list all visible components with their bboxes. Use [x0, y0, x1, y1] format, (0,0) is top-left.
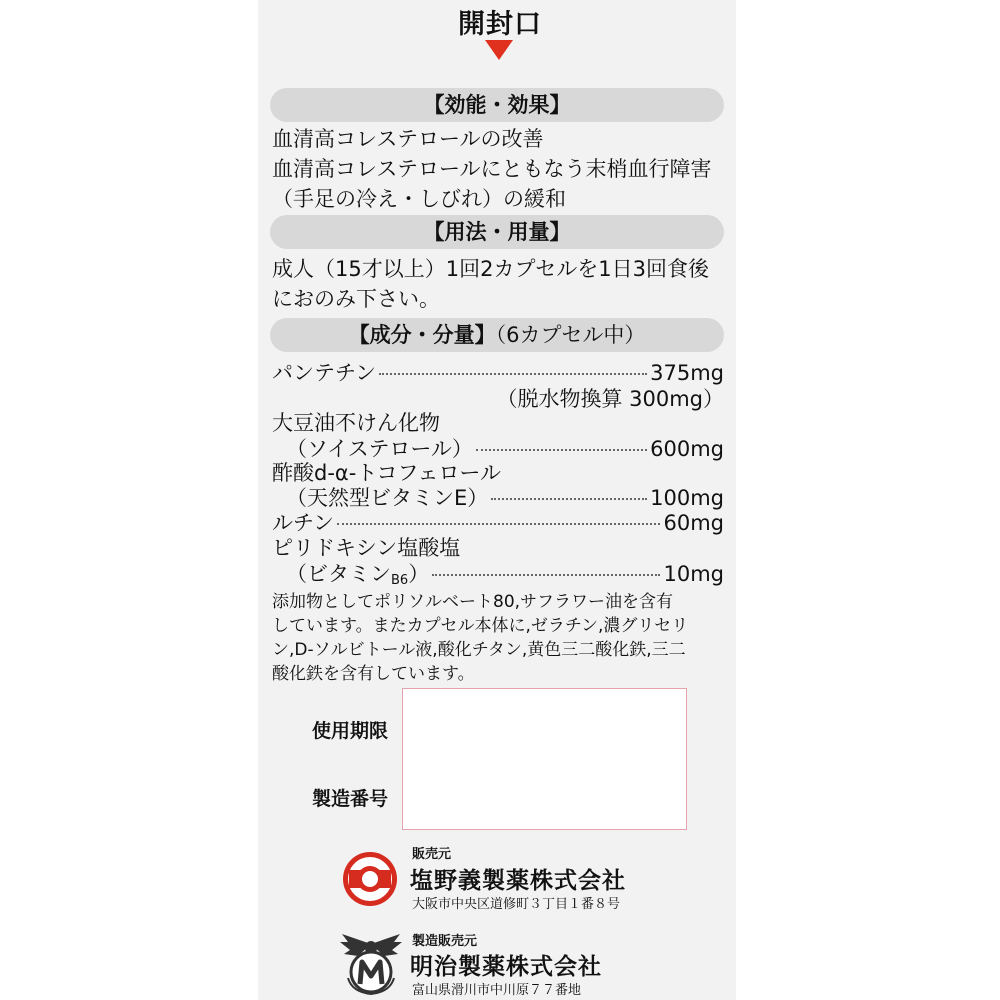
- ingredient-detail: （天然型ビタミンE）: [286, 486, 489, 510]
- manufacturer-address: 富山県滑川市中川原７７番地: [412, 983, 582, 998]
- ingredient-row-tocopherol: [286, 485, 724, 511]
- ingredient-detail: （ソイステロール）: [286, 437, 473, 461]
- ingredient-name: ピリドキシン塩酸塩: [272, 536, 461, 560]
- ingredient-row-soysterol: [286, 436, 724, 462]
- opening-arrow-icon: [485, 40, 513, 60]
- ingredient-row-pyridoxine: [286, 561, 724, 587]
- seller-role: 販売元: [412, 847, 452, 862]
- dosage-line: におのみ下さい。: [272, 287, 440, 311]
- manufacturer-name: 明治製薬株式会社: [410, 954, 602, 980]
- ingredient-note: （脱水物換算 300mg）: [496, 387, 724, 411]
- ingredient-amount: 375mg: [650, 361, 724, 385]
- ingredient-amount: 100mg: [650, 486, 724, 510]
- ingredient-name: 酢酸d-α-トコフェロール: [272, 461, 502, 485]
- ingredient-detail: （ビタミンB6）: [286, 562, 430, 588]
- expiry-label: 使用期限: [312, 720, 389, 742]
- dosage-heading: 【用法・用量】: [270, 215, 724, 249]
- efficacy-heading: 【効能・効果】: [270, 88, 724, 122]
- additives-line: しています。またカプセル本体に,ゼラチン,濃グリセリ: [272, 616, 689, 636]
- leader-dots: [432, 574, 660, 576]
- ingredients-heading-title: 【成分・分量】: [348, 323, 496, 347]
- leader-dots: [491, 498, 647, 500]
- ingredient-row-pantethine: [272, 360, 724, 386]
- efficacy-line: （手足の冷え・しびれ）の緩和: [272, 187, 566, 211]
- seller-name: 塩野義製薬株式会社: [410, 868, 626, 894]
- leader-dots: [476, 449, 647, 451]
- dosage-line: 成人（15才以上）1回2カプセルを1日3回食後: [272, 257, 709, 281]
- ingredient-amount: 60mg: [663, 511, 724, 535]
- ingredient-row-rutin: [272, 510, 724, 536]
- leader-dots: [337, 523, 661, 525]
- seller-address: 大阪市中央区道修町３丁目１番８号: [412, 897, 621, 912]
- lot-stamp-box: [402, 688, 687, 830]
- ingredient-name: パンテチン: [272, 361, 376, 385]
- efficacy-line: 血清高コレステロールにともなう末梢血行障害: [272, 157, 712, 181]
- manufacturer-role: 製造販売元: [412, 934, 478, 949]
- lot-number-label: 製造番号: [312, 788, 389, 810]
- meiji-eagle-logo-icon: [338, 932, 404, 998]
- ingredient-name: ルチン: [272, 511, 334, 535]
- additives-line: 酸化鉄を含有しています。: [272, 664, 475, 684]
- ingredient-amount: 10mg: [663, 562, 724, 586]
- leader-dots: [379, 373, 647, 375]
- additives-text: [272, 590, 728, 686]
- additives-line: 添加物としてポリソルベート80,サフラワー油を含有: [272, 592, 674, 612]
- opening-label: 開封口: [458, 9, 542, 40]
- efficacy-line: 血清高コレステロールの改善: [272, 127, 544, 151]
- shionogi-logo-icon: [341, 850, 399, 908]
- ingredients-heading-sub: （6カプセル中）: [495, 323, 646, 347]
- ingredients-heading: [270, 318, 724, 352]
- ingredient-name: 大豆油不けん化物: [272, 411, 440, 435]
- ingredient-amount: 600mg: [650, 437, 724, 461]
- additives-line: ン,D-ソルビトール液,酸化チタン,黄色三二酸化鉄,三二: [272, 640, 686, 660]
